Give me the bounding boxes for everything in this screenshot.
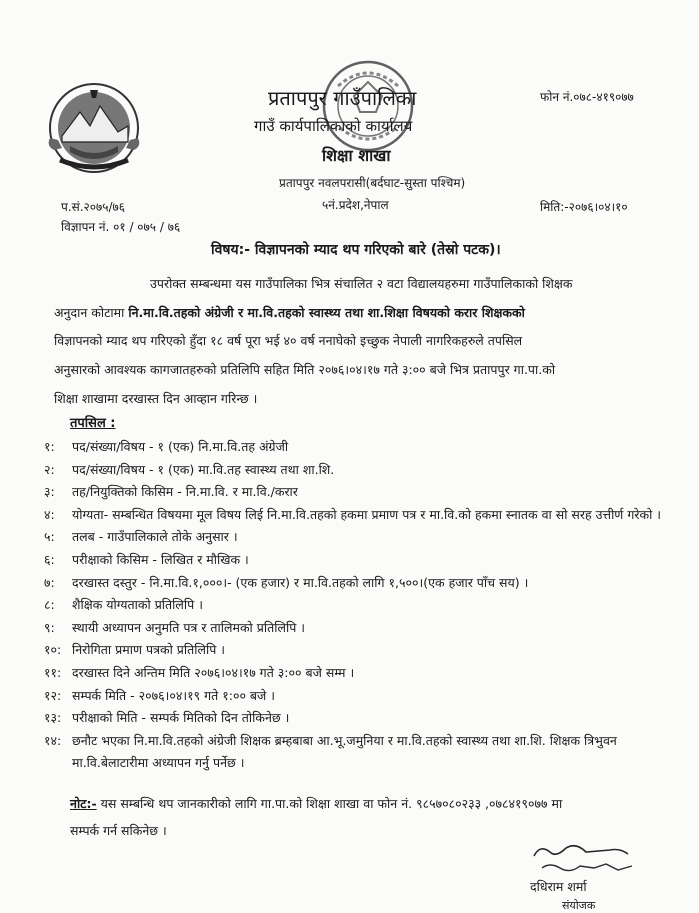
office-name: गाउँ कार्यपालिकाको कार्यालय bbox=[254, 117, 413, 135]
list-item bbox=[44, 707, 692, 730]
item-text: तह/नियुक्तिको किसिम - नि.मा.वि. र मा.वि./करार bbox=[72, 484, 298, 500]
item-number: १२: bbox=[44, 687, 62, 703]
list-item bbox=[44, 504, 692, 527]
body-line bbox=[54, 299, 674, 328]
item-text: छनौट भएका नि.मा.वि.तहको अंग्रेजी शिक्षक ब्रम्हबाबा आ.भू.जमुनिया र मा.वि.तहको स्वास्थ्य तथा शा.शि. शिक्षक त्रिभुवन मा.वि.बेलाटारीमा अध्यापन गर्नु पर्नेछ । bbox=[72, 732, 617, 771]
nepal-emblem-logo bbox=[40, 76, 148, 176]
item-number: ५: bbox=[44, 529, 55, 545]
body-line: उपरोक्त सम्बन्धमा यस गाउँपालिका भित्र संचालित २ वटा विद्यालयहरुमा गाउँपालिकाको शिक्षक bbox=[150, 276, 573, 291]
list-item bbox=[44, 526, 692, 549]
item-number: ११: bbox=[44, 664, 62, 680]
issue-date: मिति:-२०७६।०४।१० bbox=[540, 200, 628, 214]
item-number: ६: bbox=[44, 551, 55, 567]
address: प्रतापपुर नवलपरासी(बर्दघाट-सुस्ता पश्चिम) bbox=[279, 176, 466, 190]
list-item bbox=[44, 594, 692, 617]
body-emphasis: नि.मा.वि.तहको अंग्रेजी र मा.वि.तहको स्वास्थ्य तथा शा.शिक्षा विषयको करार शिक्षकको bbox=[128, 304, 525, 320]
body-line: विज्ञापनको म्याद थप गरिएको हुँदा १८ वर्ष पूरा भई ४० वर्ष ननाघेको इच्छुक नेपाली नागरिकहरुले तपसिल bbox=[54, 333, 523, 349]
list-item bbox=[44, 549, 692, 572]
signer-name: दधिराम शर्मा bbox=[530, 879, 587, 894]
item-text: योग्यता- सम्बन्धित विषयमा मूल विषय लिई नि.मा.वि.तहको हकमा प्रमाण पत्र र मा.वि.को हकमा स्नातक वा सो सरह उत्तीर्ण गरेको । bbox=[72, 506, 662, 522]
item-text: सम्पर्क मिति - २०७६।०४।१९ गते १:०० बजे । bbox=[72, 687, 276, 703]
body-paragraph bbox=[54, 270, 674, 414]
phone-number: फोन नं.०७८-४१९०७७ bbox=[540, 90, 634, 104]
item-number: ४: bbox=[44, 506, 55, 522]
subject-line: विषय:- विज्ञापनको म्याद थप गरिएको बारे (तेस्रो पटक)। bbox=[211, 242, 501, 258]
item-number: २: bbox=[44, 461, 55, 477]
item-text: स्थायी अध्यापन अनुमति पत्र र तालिमको प्रतिलिपि । bbox=[72, 619, 306, 635]
item-number: १३: bbox=[44, 710, 62, 726]
note-block bbox=[70, 790, 562, 844]
handwritten-signature bbox=[520, 838, 650, 878]
item-text: शैक्षिक योग्यताको प्रतिलिपि । bbox=[72, 597, 203, 613]
list-item bbox=[44, 436, 692, 459]
item-text: पद/संख्या/विषय - १ (एक) नि.मा.वि.तह अंग्रेजी bbox=[72, 439, 289, 454]
note-line: सम्पर्क गर्न सकिनेछ । bbox=[70, 823, 167, 838]
item-number: ८: bbox=[44, 597, 55, 613]
list-item bbox=[44, 662, 692, 685]
item-number: ९: bbox=[44, 619, 55, 635]
body-line: शिक्षा शाखामा दरखास्त दिन आव्हान गरिन्छ । bbox=[54, 390, 258, 406]
signer-designation: संयोजक bbox=[562, 899, 596, 912]
list-item bbox=[44, 617, 692, 640]
note-label: नोट:- bbox=[70, 796, 97, 811]
body-text: अनुदान कोटामा bbox=[54, 304, 129, 320]
list-item bbox=[44, 730, 692, 775]
province: ५नं.प्रदेश,नेपाल bbox=[322, 198, 389, 212]
section-name: शिक्षा शाखा bbox=[322, 146, 391, 165]
item-number: १: bbox=[44, 439, 55, 454]
item-text: दरखास्त दिने अन्तिम मिति २०७६।०४।१७ गते ३:०० बजे सम्म । bbox=[72, 664, 355, 680]
note-text: यस सम्बन्धि थप जानकारीको लागि गा.पा.को शिक्षा शाखा वा फोन नं. ९८५७०८०२३३ ,०७८४१९०७७ मा bbox=[96, 796, 563, 811]
list-item bbox=[44, 459, 692, 482]
item-text: पद/संख्या/विषय - १ (एक) मा.वि.तह स्वास्थ्य तथा शा.शि. bbox=[72, 461, 335, 477]
item-number: ७: bbox=[44, 574, 55, 590]
details-heading: तपसिल : bbox=[70, 416, 116, 431]
item-text: परीक्षाको मिति - सम्पर्क मितिको दिन तोकिनेछ । bbox=[72, 710, 290, 726]
item-text: परीक्षाको किसिम - लिखित र मौखिक । bbox=[72, 551, 249, 567]
item-text: दरखास्त दस्तुर - नि.मा.वि.१,०००।- (एक हजार) र मा.वि.तहको लागि १,५००।(एक हजार पाँच सय) । bbox=[72, 574, 529, 590]
list-item bbox=[44, 481, 692, 504]
item-number: १०: bbox=[44, 642, 62, 658]
details-list bbox=[44, 436, 692, 775]
item-text: निरोगिता प्रमाण पत्रको प्रतिलिपि । bbox=[72, 642, 226, 658]
item-text: तलब - गाउँपालिकाले तोके अनुसार । bbox=[72, 529, 238, 545]
notice-number: विज्ञापन नं. ०१ / ०७५ / ७६ bbox=[61, 220, 181, 234]
list-item bbox=[44, 639, 692, 662]
list-item bbox=[44, 685, 692, 708]
organization-name: प्रतापपुर गाउँपालिका bbox=[268, 86, 417, 110]
item-number: ३: bbox=[44, 484, 55, 500]
note-line bbox=[70, 790, 562, 817]
reference-number: प.सं.२०७५/७६ bbox=[61, 200, 126, 214]
list-item bbox=[44, 572, 692, 595]
item-number: १४: bbox=[44, 732, 62, 748]
body-line: अनुसारको आवश्यक कागजातहरुको प्रतिलिपि सहित मिति २०७६।०४।१७ गते ३:०० बजे भित्र प्रतापपुर गा.पा.को bbox=[54, 362, 556, 378]
